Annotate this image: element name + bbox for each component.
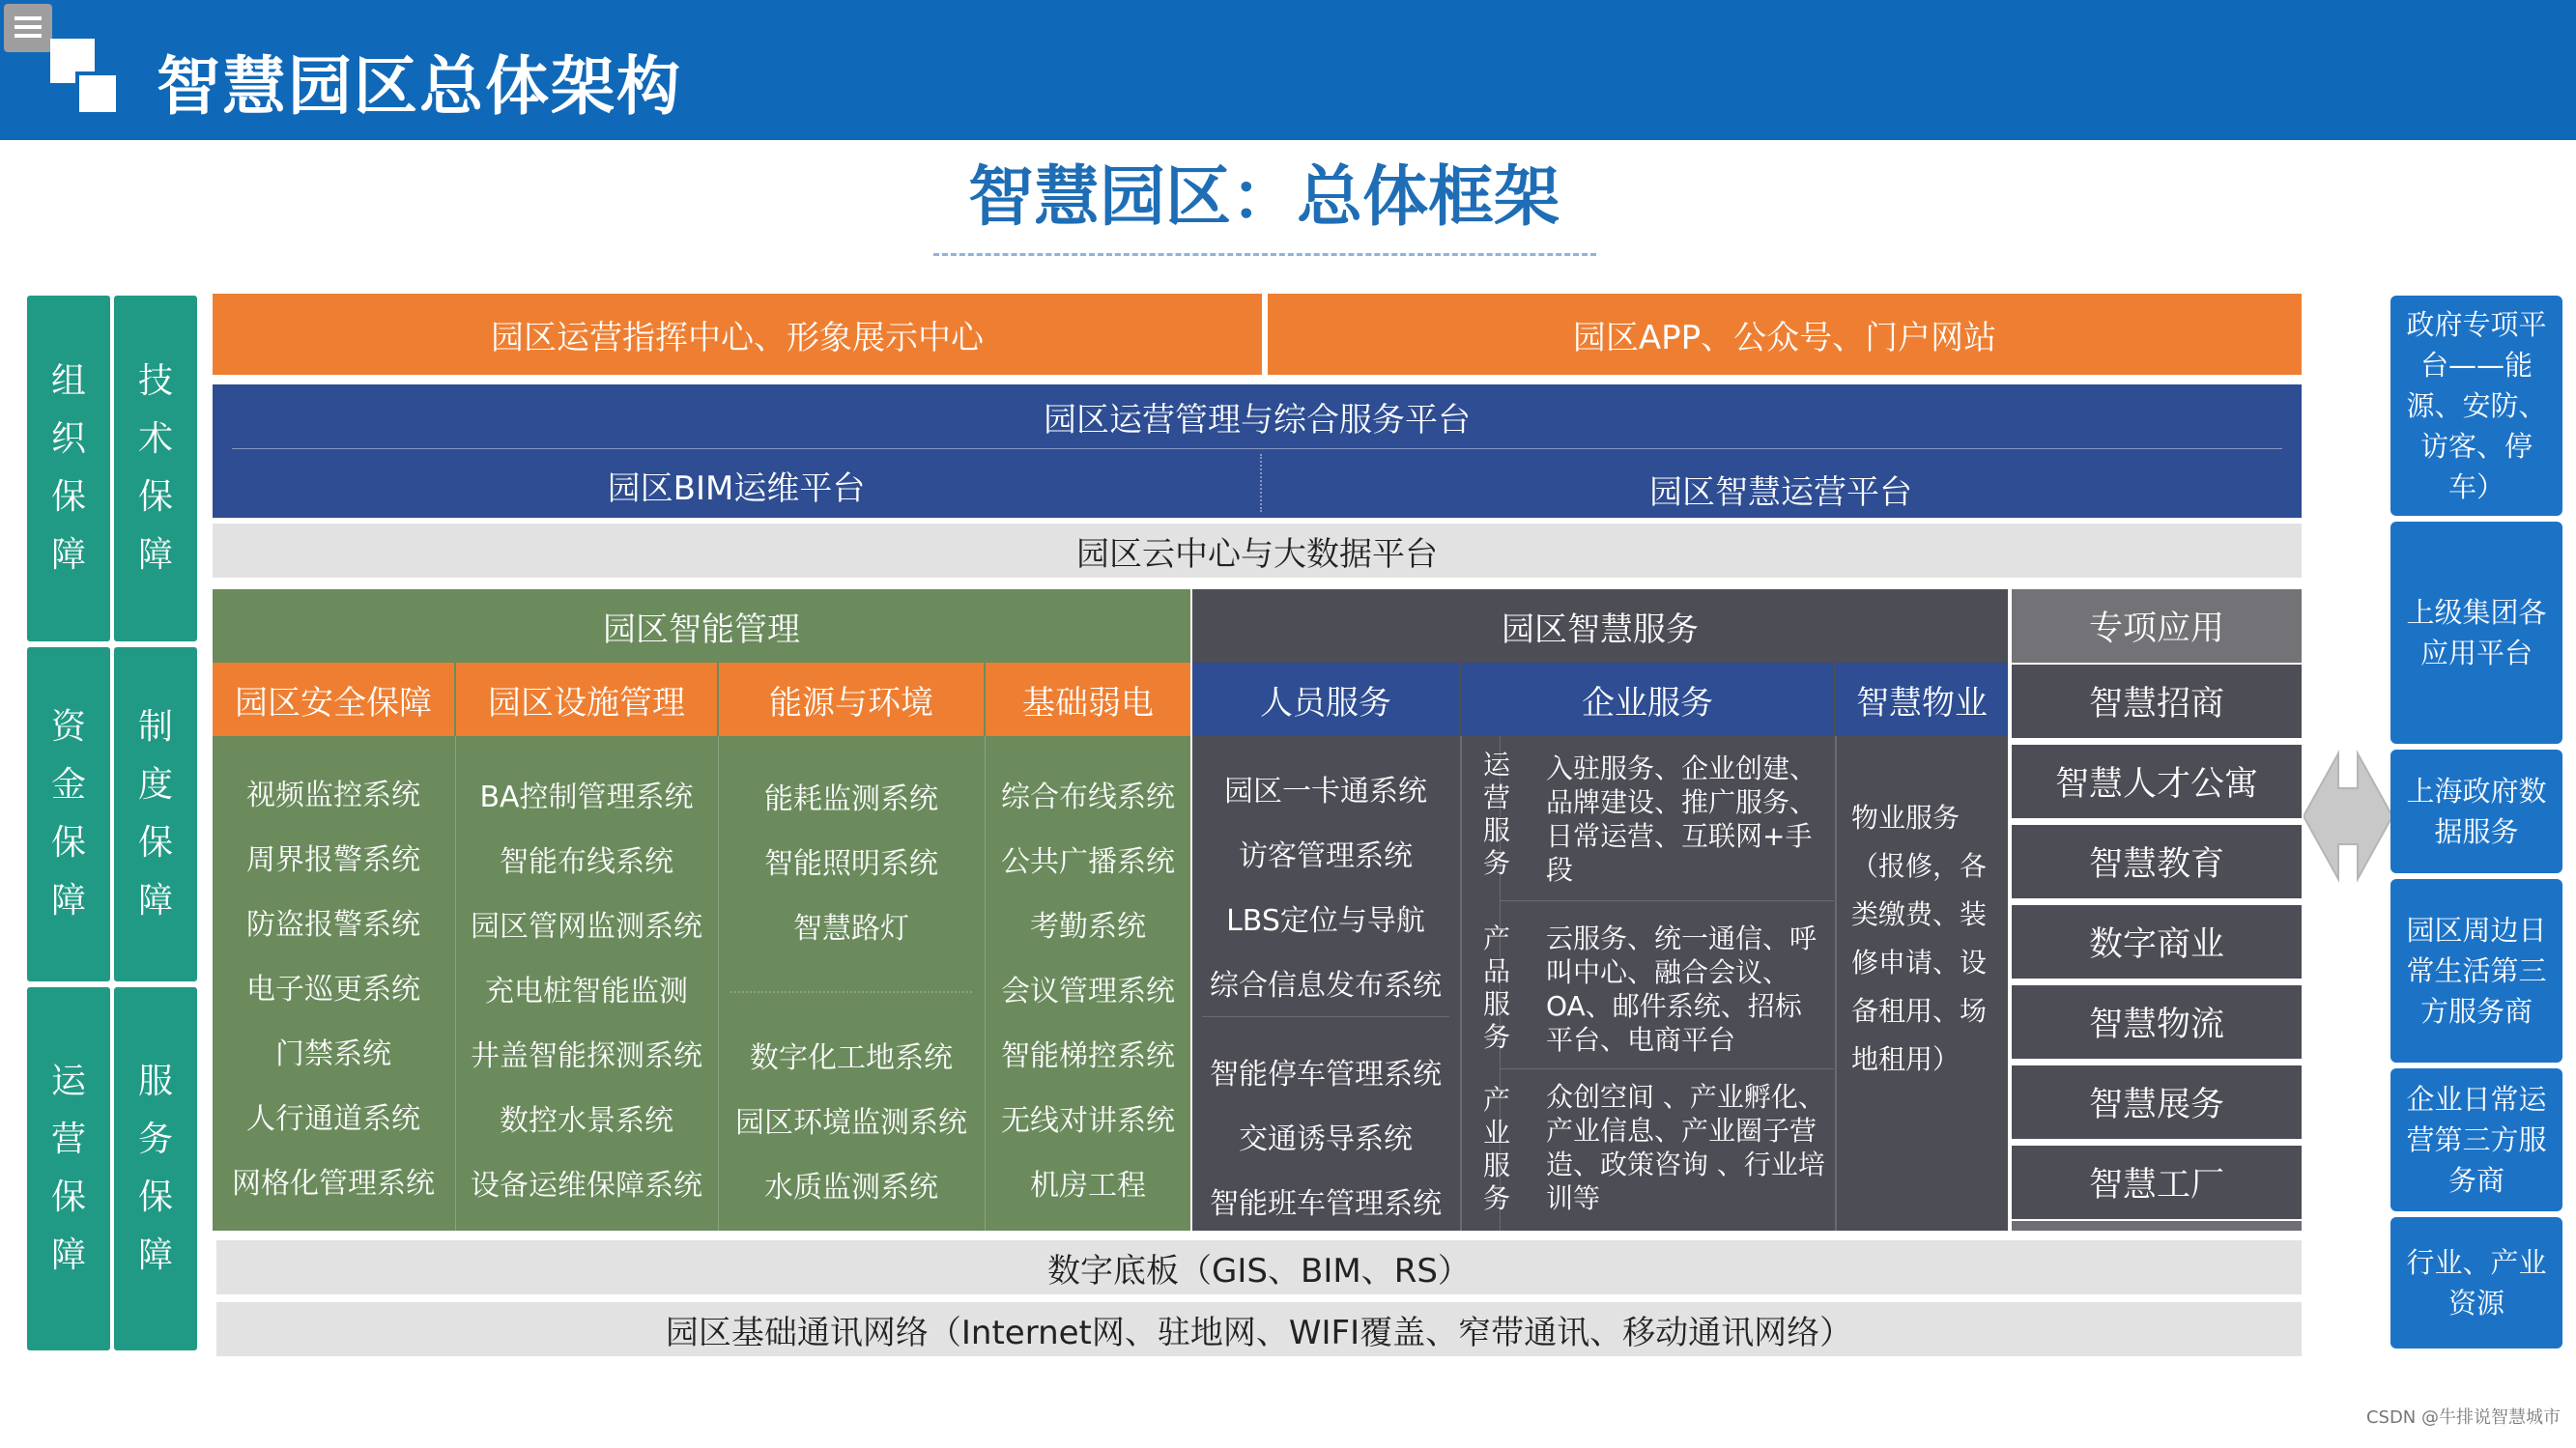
special-apps-footer: [2012, 1221, 2302, 1231]
list-item: 能耗监测系统: [764, 782, 938, 816]
pillar-service: 服 务 保 障: [114, 987, 197, 1350]
list-item: 智能照明系统: [764, 847, 938, 881]
smart-services-title: 园区智慧服务: [1502, 610, 1699, 649]
list-item: 数控水景系统: [500, 1104, 673, 1138]
list-facility: [456, 736, 717, 1231]
page-title: 智慧园区总体架构: [157, 49, 682, 124]
col-header-enterprise: 企业服务: [1461, 663, 1834, 736]
list-item: 电子巡更系统: [246, 973, 420, 1007]
pillar-funding: 资 金 保 障: [27, 647, 110, 981]
list-personnel: [1192, 736, 1459, 1231]
service-platform-title: 园区运营管理与综合服务平台: [1044, 400, 1471, 440]
digital-base-layer: 数字底板（GIS、BIM、RS）: [216, 1240, 2302, 1294]
pillar-operation: 运 营 保 障: [27, 987, 110, 1350]
list-item: 会议管理系统: [1001, 975, 1175, 1008]
list-item: 交通诱导系统: [1239, 1122, 1413, 1156]
list-item: 机房工程: [1030, 1169, 1146, 1203]
col-sep: [1460, 736, 1462, 1231]
right-box-life-services: 园区周边日常生活第三方服务商: [2390, 879, 2562, 1063]
list-item: BA控制管理系统: [479, 781, 694, 814]
right-box-group-platform: 上级集团各应用平台: [2390, 522, 2562, 744]
smart-management-title: 园区智能管理: [603, 610, 800, 649]
pillar-organization: 组 织 保 障: [27, 296, 110, 641]
platform-divider: [232, 448, 2282, 449]
special-app-item: 智慧招商: [2012, 665, 2302, 738]
command-center-box: 园区运营指挥中心、形象展示中心: [213, 294, 1262, 375]
list-item: 公共广播系统: [1001, 845, 1175, 879]
col-header-energy: 能源与环境: [719, 663, 984, 736]
comment-icon[interactable]: [4, 4, 52, 52]
list-energy: [719, 736, 984, 1231]
col-header-facility: 园区设施管理: [456, 663, 717, 736]
enterprise-row-label: 运营服务: [1482, 749, 1510, 879]
right-box-industry-resources: 行业、产业资源: [2390, 1217, 2562, 1349]
list-item: 园区管网监测系统: [471, 910, 702, 944]
list-item: 网格化管理系统: [232, 1167, 435, 1201]
list-item: 门禁系统: [275, 1037, 391, 1071]
list-lowvoltage: [986, 736, 1190, 1231]
col-sep: [1835, 736, 1837, 1231]
list-item: 综合布线系统: [1001, 781, 1175, 814]
special-app-item: 智慧工厂: [2012, 1146, 2302, 1219]
list-item: 园区环境监测系统: [735, 1106, 967, 1140]
list-item: 智慧路灯: [793, 912, 909, 946]
smart-ops-platform: 园区智慧运营平台: [1649, 472, 1912, 512]
list-item: 防盗报警系统: [246, 908, 420, 942]
col-header-lowvoltage: 基础弱电: [986, 663, 1190, 736]
right-box-ops-services: 企业日常运营第三方服务商: [2390, 1068, 2562, 1211]
enterprise-row-sep: [1500, 1068, 1834, 1069]
right-box-gov-platform: 政府专项平台——能源、安防、访客、停车）: [2390, 296, 2562, 516]
enterprise-row-label: 产品服务: [1482, 923, 1510, 1053]
enterprise-row-text: 入驻服务、企业创建、品牌建设、推广服务、日常运营、互联网+手段: [1546, 752, 1818, 886]
list-item: 无线对讲系统: [1001, 1104, 1175, 1138]
special-app-item: 数字商业: [2012, 905, 2302, 979]
list-item: 考勤系统: [1030, 910, 1146, 944]
property-text: 物业服务（报修，各类缴费、装修申请、设备租用、场地租用）: [1851, 802, 1988, 1075]
pillar-technology: 技 术 保 障: [114, 296, 197, 641]
list-item: 智能班车管理系统: [1210, 1187, 1442, 1221]
list-item: 数字化工地系统: [750, 1041, 953, 1075]
col-header-personnel: 人员服务: [1192, 663, 1459, 736]
watermark: CSDN @牛排说智慧城市: [2365, 1407, 2561, 1428]
list-item: 人行通道系统: [246, 1102, 420, 1136]
list-security: [213, 736, 454, 1231]
list-item: 周界报警系统: [246, 843, 420, 877]
pillar-system: 制 度 保 障: [114, 647, 197, 981]
list-item: 充电桩智能监测: [485, 975, 688, 1008]
enterprise-row-text: 众创空间 、产业孵化、产业信息、产业圈子营造、政策咨询 、行业培训等: [1546, 1081, 1825, 1214]
list-item: LBS定位与导航: [1226, 904, 1425, 938]
right-box-shanghai-data: 上海政府数据服务: [2390, 750, 2562, 873]
list-item: 水质监测系统: [764, 1171, 938, 1205]
service-platform-block: [213, 384, 2302, 518]
header-bar: [0, 0, 2576, 140]
list-item: 综合信息发布系统: [1210, 969, 1442, 1003]
col-header-property: 智慧物业: [1836, 663, 2008, 736]
enterprise-row-text: 云服务、统一通信、呼叫中心、融合会议、OA、邮件系统、招标平台、电商平台: [1546, 923, 1818, 1056]
special-app-item: 智慧物流: [2012, 985, 2302, 1059]
special-apps-title: 专项应用: [2012, 589, 2302, 663]
diagram-subtitle: 智慧园区：总体框架: [967, 159, 1560, 236]
enterprise-row-label: 产业服务: [1482, 1084, 1510, 1214]
enterprise-row-sep: [1500, 900, 1834, 901]
list-item: 智能停车管理系统: [1210, 1058, 1442, 1092]
special-app-item: 智慧展务: [2012, 1065, 2302, 1139]
list-item: 智能布线系统: [500, 845, 673, 879]
app-portal-box: 园区APP、公众号、门户网站: [1268, 294, 2302, 375]
list-item: 井盖智能探测系统: [471, 1039, 702, 1073]
list-item: 智能梯控系统: [1001, 1039, 1175, 1073]
double-arrow-icon: [2304, 734, 2392, 898]
special-app-item: 智慧教育: [2012, 825, 2302, 898]
list-item: 访客管理系统: [1239, 839, 1413, 873]
col-header-security: 园区安全保障: [213, 663, 454, 736]
list-item: 视频监控系统: [246, 779, 420, 812]
subtitle-divider: [933, 253, 1596, 256]
bim-platform: 园区BIM运维平台: [607, 468, 866, 508]
cloud-bigdata-platform: 园区云中心与大数据平台: [213, 524, 2302, 578]
list-item: 园区一卡通系统: [1224, 775, 1427, 809]
list-item: 设备运维保障系统: [471, 1169, 702, 1203]
network-layer: 园区基础通讯网络（Internet网、驻地网、WIFI覆盖、窄带通讯、移动通讯网络）: [216, 1302, 2302, 1356]
special-app-item: 智慧人才公寓: [2012, 745, 2302, 818]
